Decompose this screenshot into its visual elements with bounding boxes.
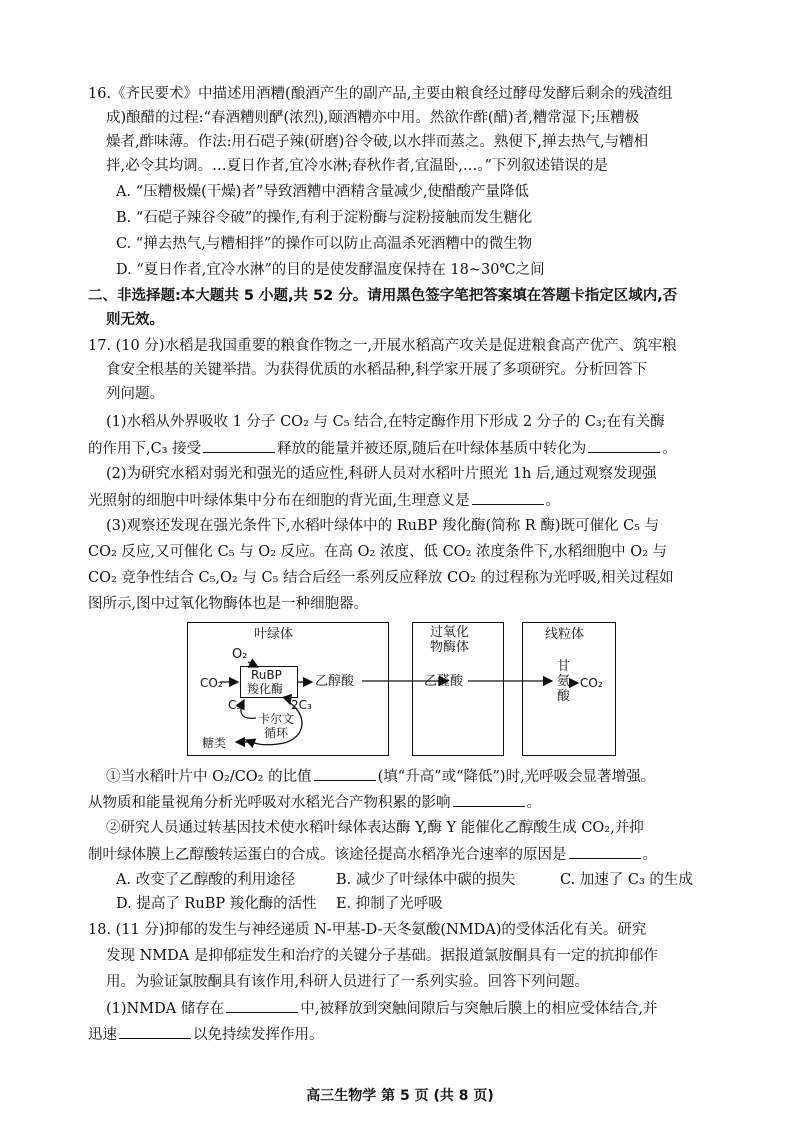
o2-label: O₂ (232, 647, 248, 662)
q16-option-a: A. “压糟极燥(干燥)者”导致酒糟中酒精含量减少,使醋酸产量降低 (116, 184, 529, 200)
q16-line-4: 拌,必令其均调。…夏日作者,宜冷水淋;春秋作者,宜温卧,…。”下列叙述错误的是 (106, 158, 608, 174)
q17-part1-line-1: (1)水稻从外界吸收 1 分子 CO₂ 与 C₅ 结合,在特定酶作用下形成 2 分子的 C₃;在有关酶 (106, 414, 665, 430)
rubp-label: RuBP (251, 668, 282, 682)
q17-sub2-line-2: 制叶绿体膜上乙醇酸转运蛋白的合成。该途径提高水稻净光合速率的原因是 。 (88, 844, 728, 865)
glycolate-label: 乙醇酸 (315, 674, 355, 689)
page-footer: 高三生物学 第 5 页 (共 8 页) (306, 1088, 494, 1104)
answer-blank[interactable] (119, 1024, 191, 1039)
q17-choice-a: A. 改变了乙醇酸的利用途径 (116, 872, 296, 888)
q16-option-b: B. “石硙子辣谷令破”的操作,有利于淀粉酶与淀粉接触而发生糖化 (116, 210, 533, 226)
answer-blank[interactable] (453, 792, 525, 807)
q17-part1-line-2: 的作用下,C₃ 接受 释放的能量并被还原,随后在叶绿体基质中转化为 。 (88, 438, 728, 459)
co2-input-label: CO₂ (200, 676, 223, 690)
arrow-o2-to-rubp (248, 662, 258, 667)
answer-blank[interactable] (226, 998, 298, 1013)
mitochondrion-label: 线粒体 (545, 627, 585, 642)
arrow-to-c5 (241, 700, 256, 718)
section-heading-line-2: 则无效。 (106, 312, 164, 328)
q17-part2-line-1: (2)为研究水稻对弱光和强光的适应性,科研人员对水稻叶片照光 1h 后,通过观察发现强 (106, 466, 657, 482)
chloroplast-label: 叶绿体 (254, 627, 294, 642)
q17-choice-d: D. 提高了 RuBP 羧化酶的活性 (116, 896, 317, 912)
q17-part2-line-2: 光照射的细胞中叶绿体集中分布在细胞的背光面,生理意义是 。 (88, 490, 728, 511)
2c3-label: 2C₃ (291, 698, 312, 712)
q16-line-1: 16.《齐民要术》中描述用酒糟(酿酒产生的副产品,主要由粮食经过酵母发酵后剩余的残渣组 (88, 86, 673, 102)
carboxylase-label: 羧化酶 (247, 682, 284, 696)
answer-blank[interactable] (569, 844, 641, 859)
q17-choice-c: C. 加速了 C₃ 的生成 (560, 872, 693, 888)
calvin-label-2: 循环 (264, 726, 289, 740)
calvin-label-1: 卡尔文 (258, 712, 295, 726)
q18-line-2: 发现 NMDA 是抑郁症发生和治疗的关键分子基础。据报道氯胺酮具有一定的抗抑郁作 (106, 948, 658, 964)
glycine-label-1: 甘 (557, 659, 571, 674)
sugar-label: 糖类 (202, 736, 227, 750)
q17-sub1-line-2: 从物质和能量视角分析光呼吸对水稻光合产物积累的影响 。 (88, 792, 728, 813)
q17-part3-line-3: CO₂ 竞争性结合 C₅,O₂ 与 C₅ 结合后经一系列反应释放 CO₂ 的过程称为光呼吸,相关过程如 (88, 570, 674, 586)
c5-label: C₅ (228, 698, 242, 712)
q17-part3-line-4: 图所示,图中过氧化物酶体也是一种细胞器。 (88, 596, 369, 612)
q16-option-d: D. “夏日作者,宜冷水淋”的目的是使发酵温度保持在 18~30℃之间 (116, 262, 545, 278)
q18-line-1: 18. (11 分)抑郁的发生与神经递质 N-甲基-D-天冬氨酸(NMDA)的受体活化有关。研究 (88, 922, 647, 938)
q18-part1-line-1: (1)NMDA 储存在 中,被释放到突触间隙后与突触后膜上的相应受体结合,并 (106, 998, 728, 1019)
answer-blank[interactable] (314, 766, 376, 781)
q17-part3-line-1: (3)观察还发现在强光条件下,水稻叶绿体中的 RuBP 羧化酶(简称 R 酶)既可催化 C₅ 与 (106, 518, 660, 534)
q16-line-3: 燥者,酢味薄。作法:用石硙子辣(研磨)谷令破,以水拌而蒸之。熟便下,掸去热气,与糟相 (106, 134, 649, 150)
q17-sub2-line-1: ②研究人员通过转基因技术使水稻叶绿体表达酶 Y,酶 Y 能催化乙醇酸生成 CO₂,并抑 (106, 820, 644, 836)
q17-sub1-line-1: ①当水稻叶片中 O₂/CO₂ 的比值 (填“升高”或“降低”)时,光呼吸会显著增强。 (106, 766, 728, 787)
peroxisome-label-1: 过氧化 (430, 625, 470, 640)
co2-output-label: CO₂ (580, 676, 603, 690)
q16-line-2: 成)酿醋的过程:“春酒糟则酽(浓烈),颐酒糟亦中用。然欲作酢(醋)者,糟常湿下;压糟极 (106, 110, 640, 126)
glycine-label-2: 氨 (557, 674, 571, 689)
q17-part3-line-2: CO₂ 反应,又可催化 C₅ 与 O₂ 反应。在高 O₂ 浓度、低 CO₂ 浓度条件下,水稻细胞中 O₂ 与 (88, 544, 668, 560)
q18-line-3: 用。为验证氯胺酮具有该作用,科研人员进行了一系列实验。回答下列问题。 (106, 974, 590, 990)
q17-intro-3: 列问题。 (106, 386, 164, 402)
glycine-label-3: 酸 (557, 689, 571, 704)
q17-choice-b: B. 减少了叶绿体中碳的损失 (336, 872, 516, 888)
q16-option-c: C. “掸去热气,与糟相拌”的操作可以防止高温杀死酒糟中的微生物 (116, 236, 533, 252)
q17-intro-2: 食安全根基的关键举措。为获得优质的水稻品种,科学家开展了多项研究。分析回答下 (106, 362, 648, 378)
q17-intro-1: 17. (10 分)水稻是我国重要的粮食作物之一,开展水稻高产攻关是促进粮食高产优产、筑牢粮 (88, 338, 677, 354)
glyoxylate-label: 乙醛酸 (424, 674, 464, 689)
peroxisome-label-2: 物酶体 (430, 640, 470, 655)
section-heading: 二、非选择题:本大题共 5 小题,共 52 分。请用黑色签字笔把答案填在答题卡指定区域内,否 (88, 288, 678, 304)
q18-part1-line-2: 迅速 以免持续发挥作用。 (88, 1024, 728, 1045)
q17-choice-e: E. 抑制了光呼吸 (336, 896, 443, 912)
